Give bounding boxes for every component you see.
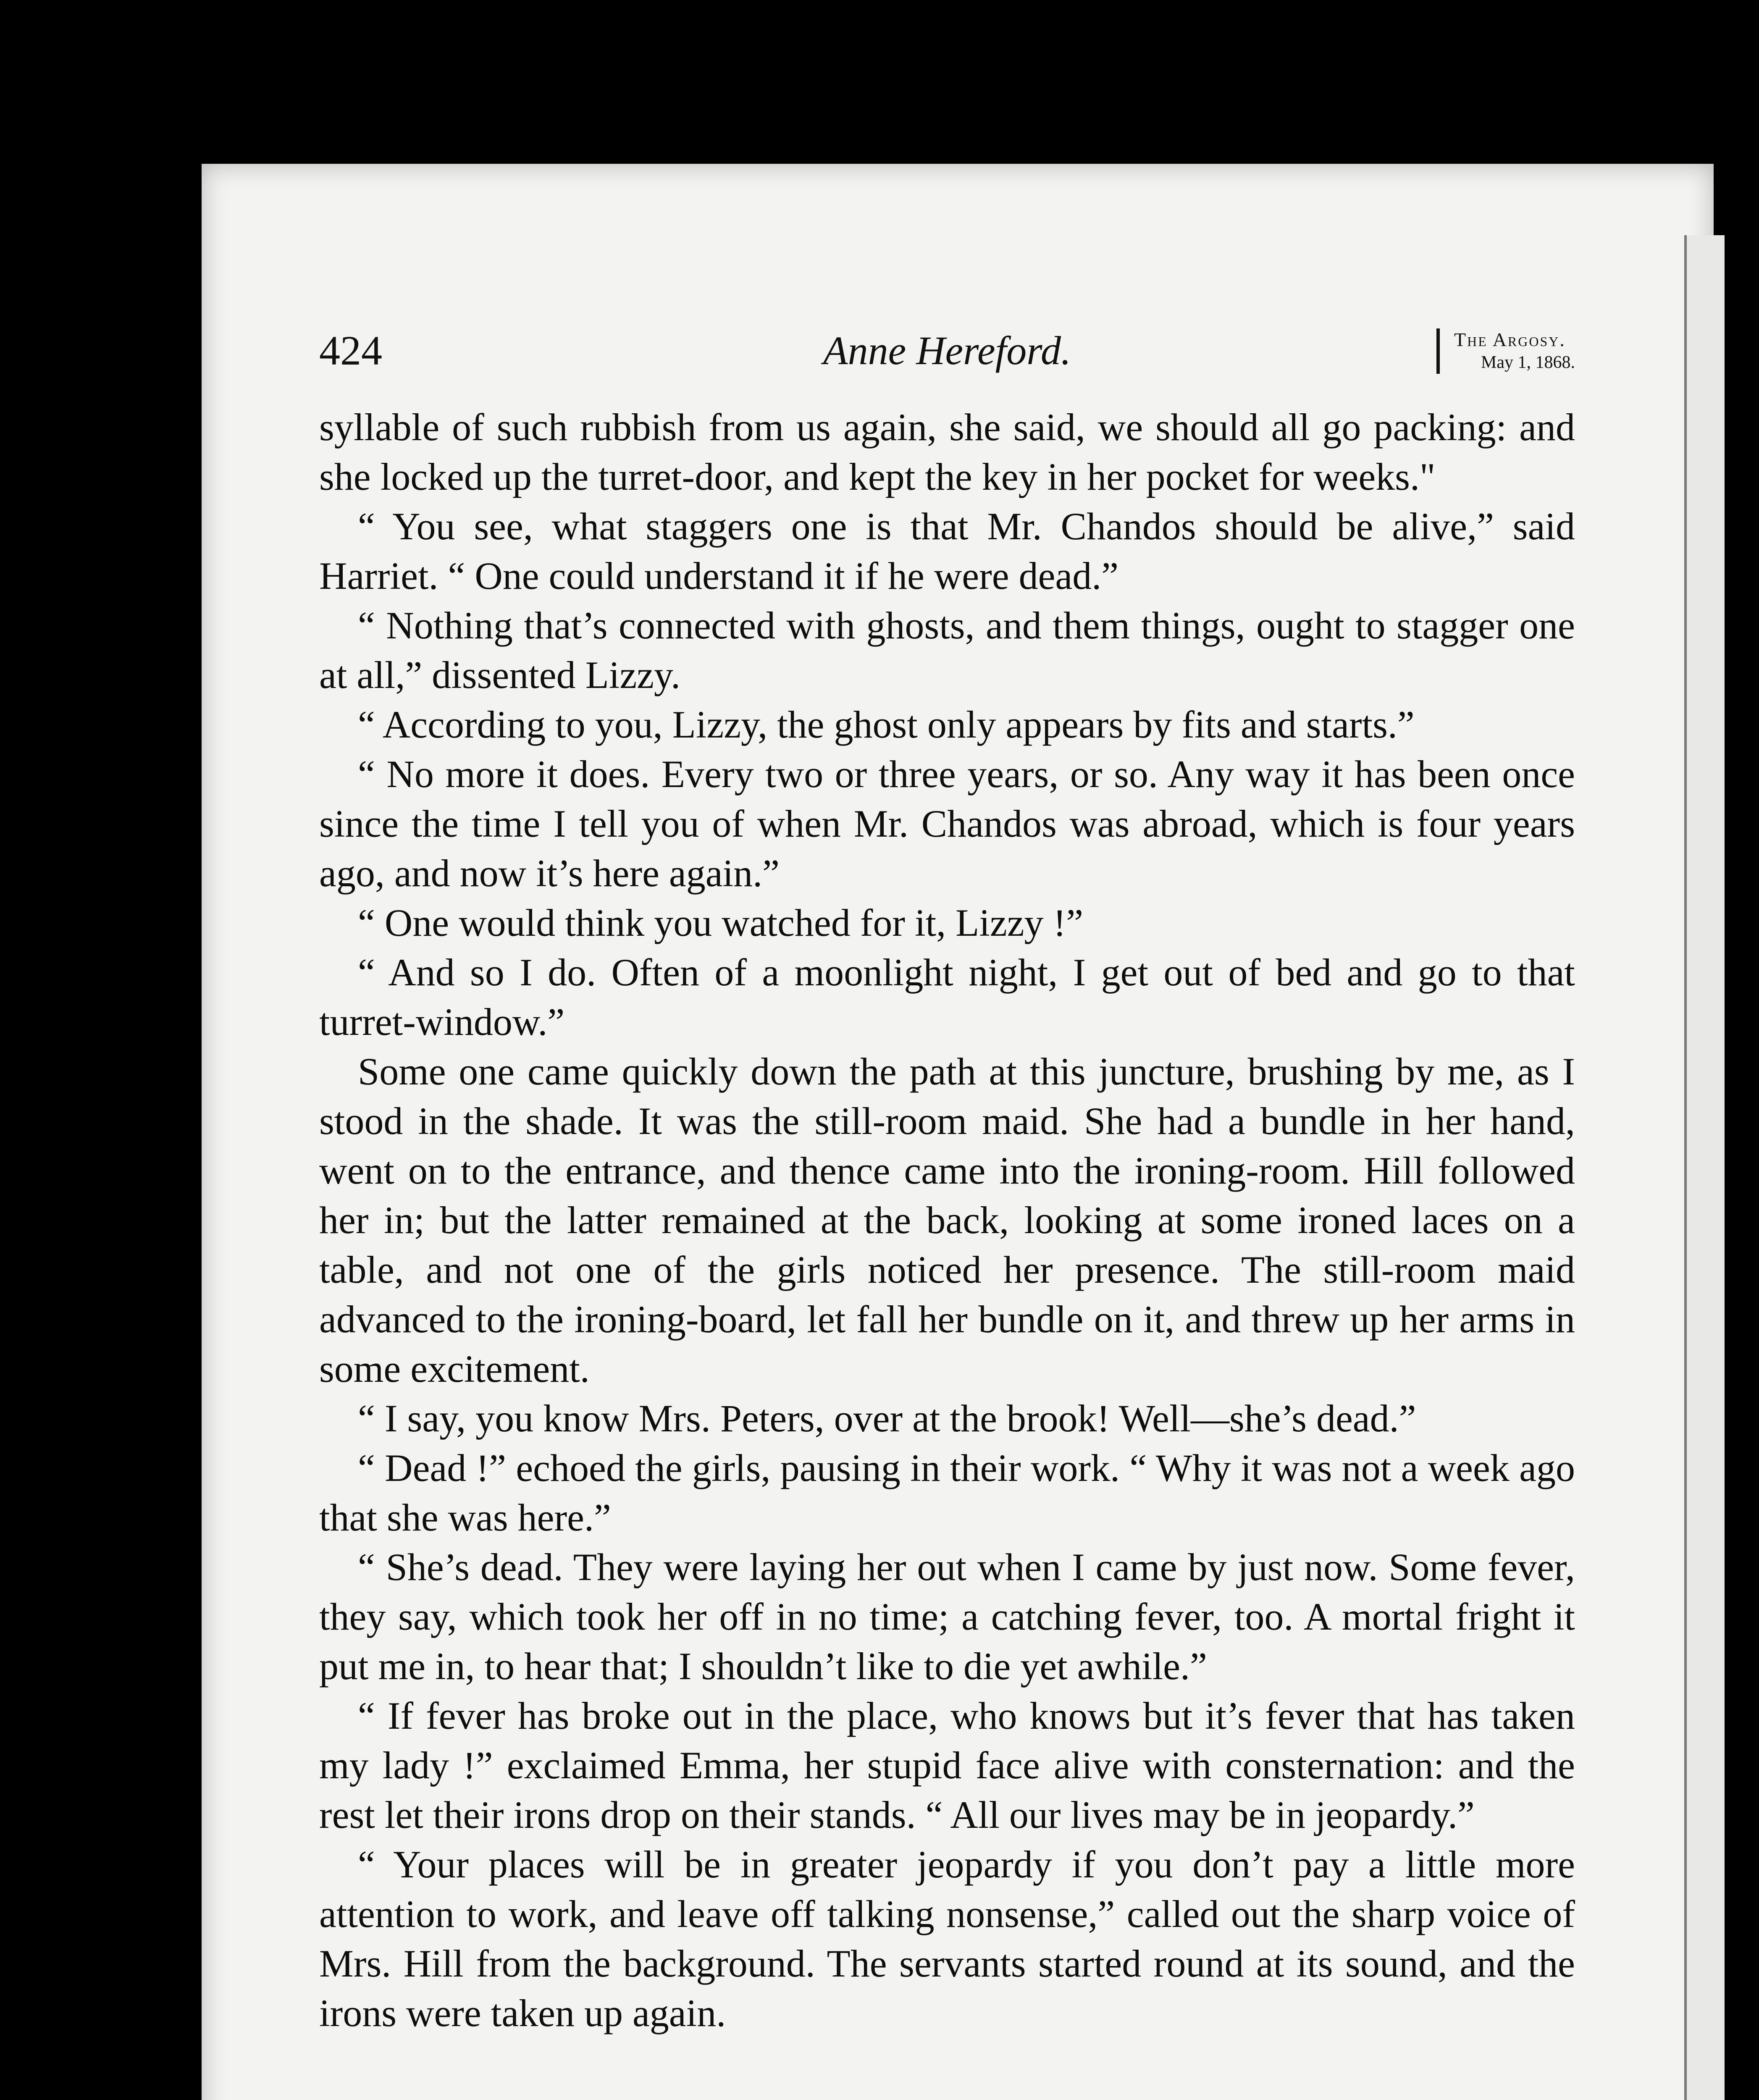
paragraph: “ According to you, Lizzy, the ghost only appears by fits and starts.” — [358, 703, 1415, 746]
paragraph: Some one came quickly down the path at this juncture, brushing by me, as I stood in the shade. It was the still-room maid. She had a bundle in her hand, went on to the entrance, and thence came into the ironing-room. Hill followed her in; but the latter remained at the back, looking at some ironed laces on a table, and not one of the girls noticed her presence. The still-room maid advanced to the ironing-board, let fall her bundle on it, and threw up her arms in some excitement. — [319, 1050, 1575, 1390]
paragraph: “ You see, what staggers one is that Mr. Chandos should be alive,” said Harriet. “ One could understand it if he were dead.” — [319, 505, 1575, 597]
paragraph: “ And so I do. Often of a moonlight night, I get out of bed and go to that turret-window.” — [319, 951, 1575, 1043]
page-header — [319, 319, 1575, 382]
adjacent-page-edge — [1684, 235, 1725, 2100]
paragraph: “ Dead !” echoed the girls, pausing in their work. “ Why it was not a week ago that she was here.” — [319, 1446, 1575, 1539]
paragraph: “ No more it does. Every two or three years, or so. Any way it has been once since the time I tell you of when Mr. Chandos was abroad, which is four years ago, and now it’s here again.” — [319, 753, 1575, 895]
issue-info — [1436, 328, 1575, 374]
paragraph: “ If fever has broke out in the place, who knows but it’s fever that has taken my lady !” exclaimed Emma, her stupid face alive with consternation: and the rest let their irons drop on their stands. “ All our lives may be in jeopardy.” — [319, 1694, 1575, 1836]
running-title: Anne Hereford. — [823, 328, 1071, 373]
paragraph: “ I say, you know Mrs. Peters, over at the brook! Well—she’s dead.” — [358, 1397, 1416, 1440]
paragraph: “ Nothing that’s connected with ghosts, and them things, ought to stagger one at all,” dissented Lizzy. — [319, 604, 1575, 696]
body-text — [319, 402, 1575, 2038]
paragraph: “ One would think you watched for it, Lizzy !” — [358, 901, 1084, 944]
paragraph: “ She’s dead. They were laying her out when I came by just now. Some fever, they say, which took her off in no time; a catching fever, too. A mortal fright it put me in, to hear that; I shouldn’t like to die yet awhile.” — [319, 1546, 1575, 1688]
paragraph: syllable of such rubbish from us again, she said, we should all go packing: and she locked up the turret-door, and kept the key in her pocket for weeks." — [319, 406, 1575, 498]
issue-date: May 1, 1868. — [1481, 353, 1575, 372]
paragraph: “ Your places will be in greater jeopardy if you don’t pay a little more attention to work, and leave off talking nonsense,” called out the sharp voice of Mrs. Hill from the background. The servants started round at its sound, and the irons were taken up again. — [319, 1843, 1575, 2034]
magazine-name: The Argosy. — [1454, 329, 1566, 350]
page-number: 424 — [319, 327, 382, 374]
